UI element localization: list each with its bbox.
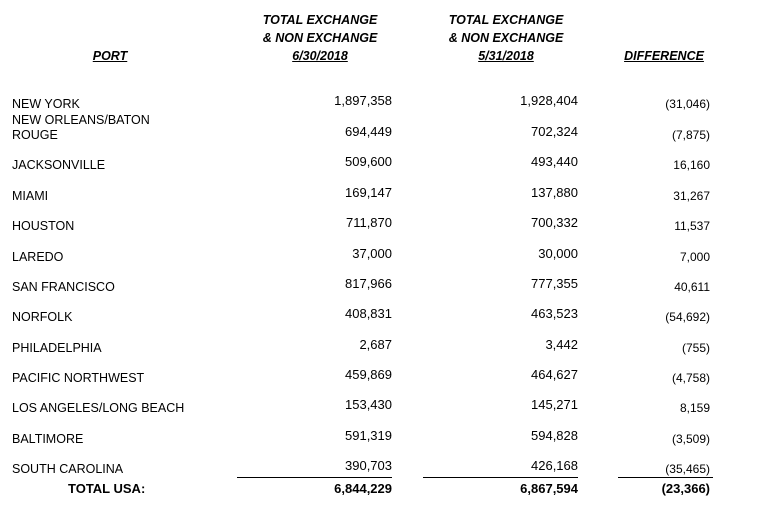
may-value: 702,324	[531, 124, 578, 139]
may-value: 700,332	[531, 215, 578, 230]
port-name: NEW ORLEANS/BATON ROUGE	[12, 113, 150, 142]
june-value: 694,449	[345, 124, 392, 139]
port-name: PACIFIC NORTHWEST	[12, 371, 145, 385]
difference-value: (54,692)	[665, 310, 710, 324]
port-name: PHILADELPHIA	[12, 341, 102, 355]
port-name: SOUTH CAROLINA	[12, 462, 124, 476]
difference-value: (35,465)	[665, 462, 710, 476]
may-value: 30,000	[538, 246, 578, 261]
port-name: LOS ANGELES/LONG BEACH	[12, 401, 185, 415]
port-name: HOUSTON	[12, 219, 75, 233]
header-june-line1: TOTAL EXCHANGE	[262, 13, 378, 27]
difference-value: (755)	[681, 341, 710, 355]
port-name: JACKSONVILLE	[12, 158, 106, 172]
may-value: 3,442	[545, 337, 578, 352]
port-name: NORFOLK	[12, 310, 73, 324]
june-value: 2,687	[359, 337, 392, 352]
port-name: MIAMI	[12, 189, 49, 203]
port-name: NEW YORK	[12, 97, 80, 111]
may-value: 463,523	[531, 306, 578, 321]
may-value: 777,355	[531, 276, 578, 291]
june-value: 408,831	[345, 306, 392, 321]
june-value: 390,703	[345, 458, 392, 473]
may-value: 464,627	[531, 367, 578, 382]
may-value: 594,828	[531, 428, 578, 443]
header-may-line2: & NON EXCHANGE	[448, 31, 564, 45]
subtotal-rule-june	[237, 477, 392, 478]
june-value: 591,319	[345, 428, 392, 443]
port-name: LAREDO	[12, 250, 64, 264]
june-value: 711,870	[345, 215, 392, 230]
total-may: 6,867,594	[520, 481, 578, 496]
june-value: 459,869	[345, 367, 392, 382]
may-value: 426,168	[531, 458, 578, 473]
may-value: 145,271	[531, 397, 578, 412]
port-name: SAN FRANCISCO	[12, 280, 115, 294]
header-difference-label: DIFFERENCE	[624, 49, 704, 63]
header-port-label: PORT	[92, 49, 128, 63]
header-difference	[604, 47, 724, 65]
subtotal-rule-may	[423, 477, 578, 478]
header-may-date: 5/31/2018	[478, 49, 534, 63]
difference-value: 16,160	[673, 158, 710, 172]
difference-value: 40,611	[674, 280, 710, 294]
may-value: 1,928,404	[520, 93, 578, 108]
june-value: 169,147	[345, 185, 392, 200]
header-may-line1: TOTAL EXCHANGE	[448, 13, 564, 27]
header-june-date: 6/30/2018	[292, 49, 348, 63]
header-june-line2: & NON EXCHANGE	[262, 31, 378, 45]
subtotal-rule-difference	[618, 477, 713, 478]
header-june-column	[240, 11, 400, 65]
total-june: 6,844,229	[334, 481, 392, 496]
difference-value: 11,537	[674, 219, 710, 233]
header-may-column	[426, 11, 586, 65]
june-value: 509,600	[345, 154, 392, 169]
difference-value: (7,875)	[671, 128, 710, 142]
total-difference: (23,366)	[661, 481, 710, 496]
total-label: TOTAL USA:	[68, 481, 146, 496]
may-value: 137,880	[531, 185, 578, 200]
port-name: BALTIMORE	[12, 432, 84, 446]
difference-value: 31,267	[673, 189, 710, 203]
june-value: 817,966	[345, 276, 392, 291]
june-value: 37,000	[352, 246, 392, 261]
difference-value: (4,758)	[671, 371, 710, 385]
header-port	[70, 47, 150, 65]
difference-value: (31,046)	[665, 97, 710, 111]
june-value: 153,430	[345, 397, 392, 412]
difference-value: (3,509)	[671, 432, 710, 446]
difference-value: 7,000	[679, 250, 710, 264]
june-value: 1,897,358	[334, 93, 392, 108]
difference-value: 8,159	[679, 401, 710, 415]
may-value: 493,440	[531, 154, 578, 169]
